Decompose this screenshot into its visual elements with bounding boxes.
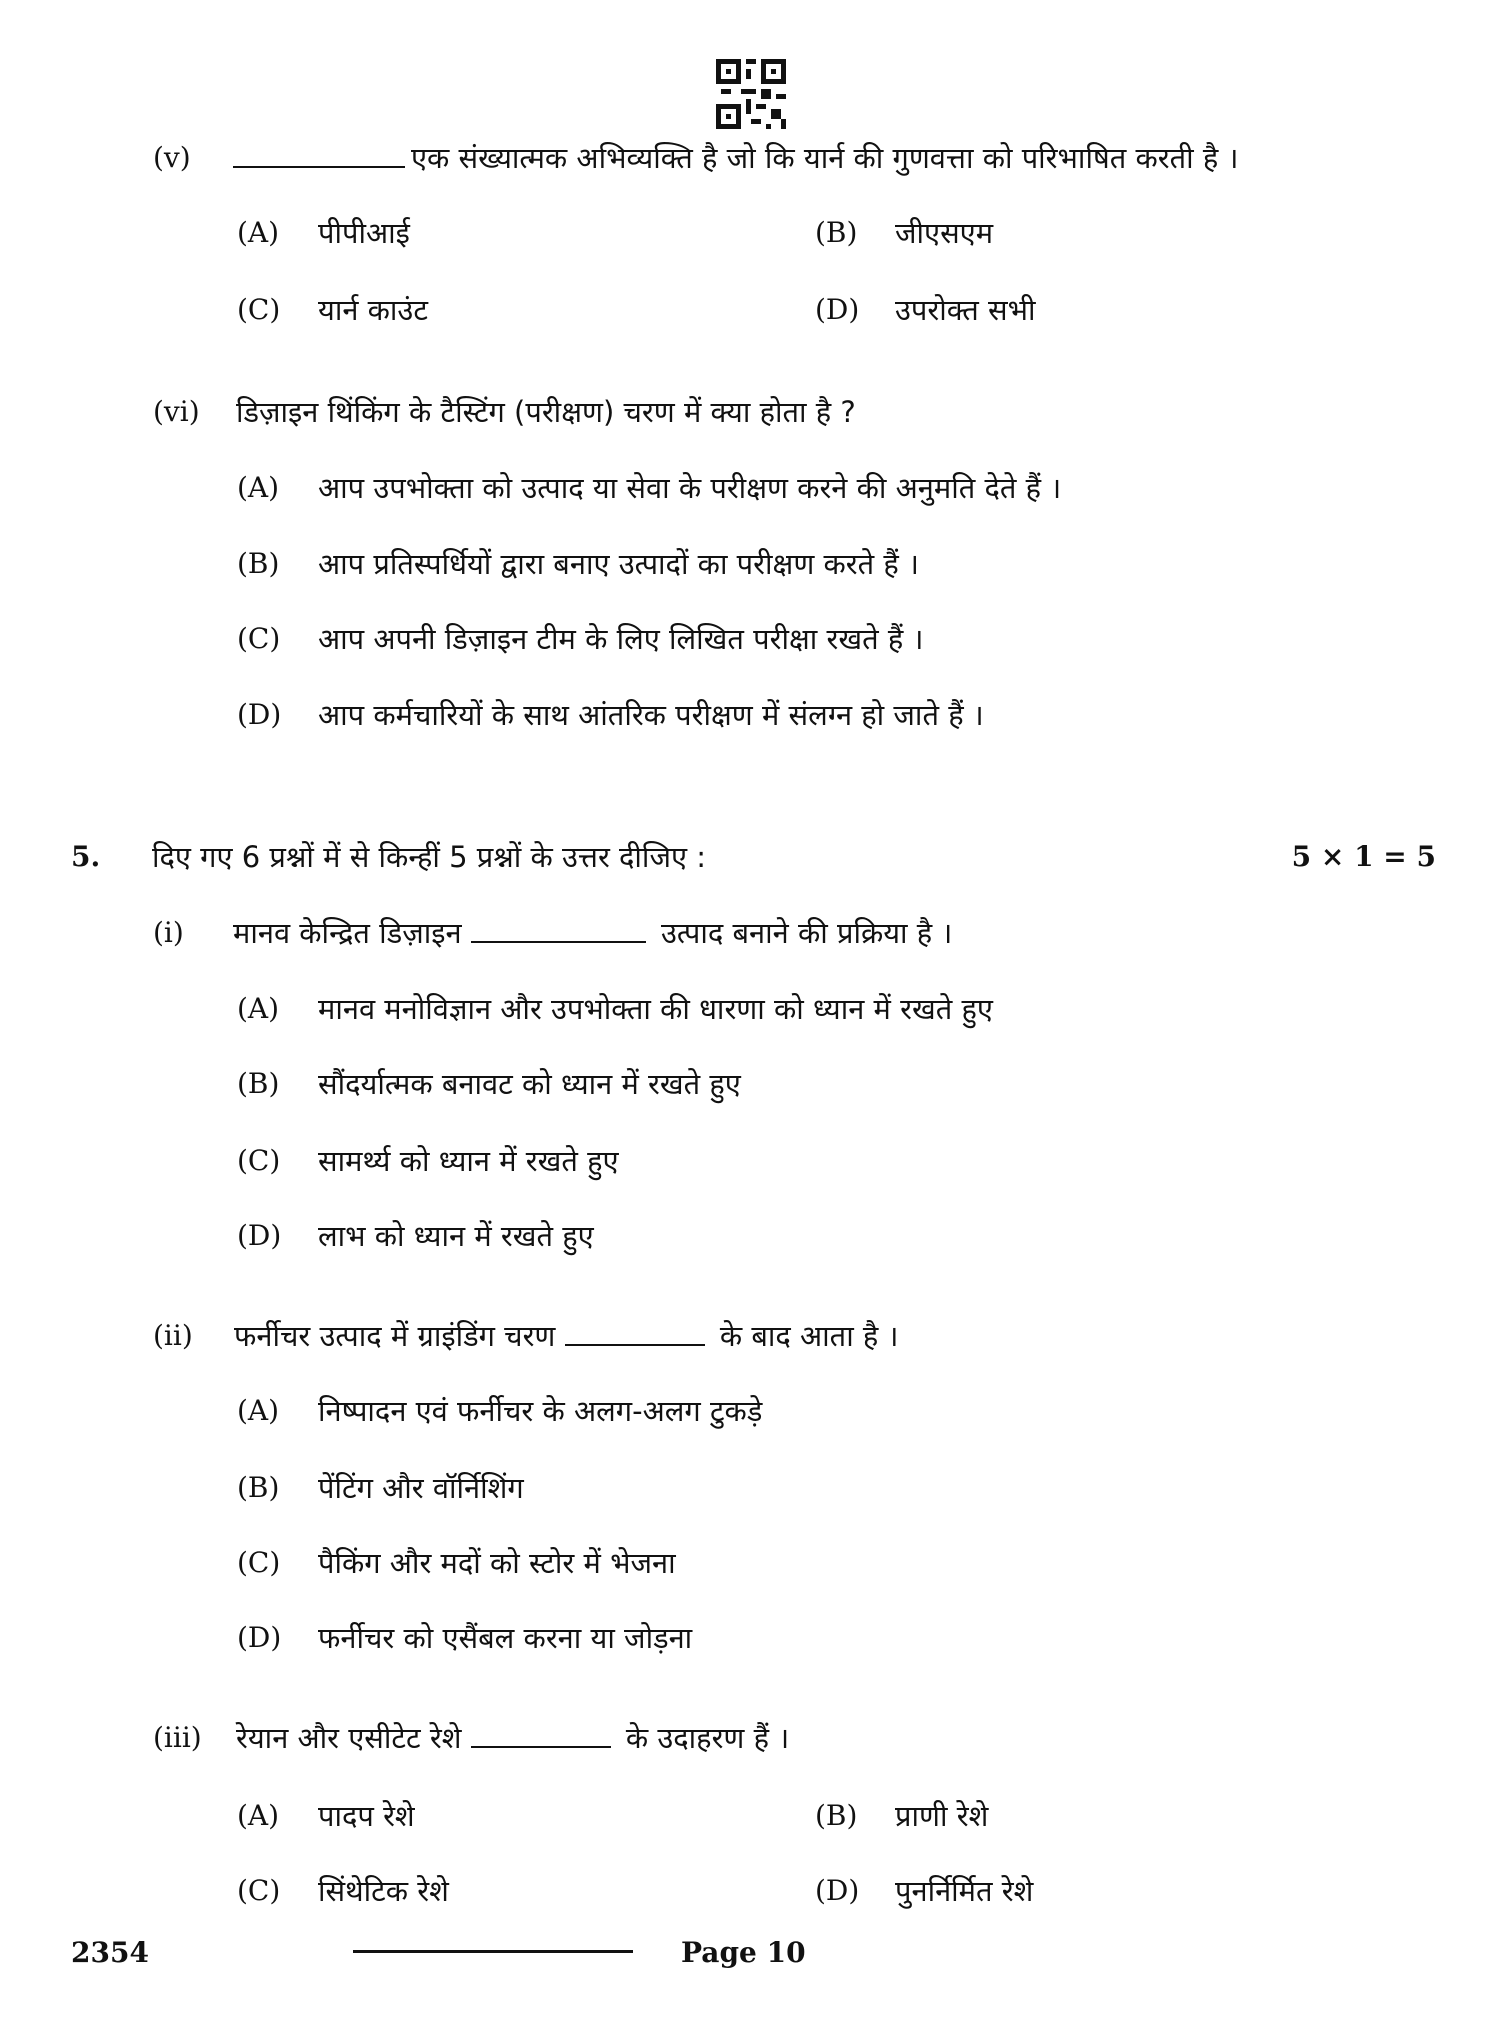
question-stem: रेयान और एसीटेट रेशे <box>236 1721 462 1755</box>
marks: 5 × 1 = 5 <box>1291 840 1436 873</box>
answer-blank <box>233 142 405 168</box>
question-stem-end: उत्पाद बनाने की प्रक्रिया है । <box>661 916 953 950</box>
question-text: डिज़ाइन थिंकिंग के टैस्टिंग (परीक्षण) चरण में क्या होता है ? <box>236 395 856 429</box>
answer-blank <box>471 1722 611 1748</box>
option-label: (A) <box>237 216 280 249</box>
question-text <box>236 1720 789 1756</box>
option-text: पेंटिंग और वॉर्निशिंग <box>318 1471 524 1505</box>
option-label: (D) <box>815 1874 860 1907</box>
option-label: (C) <box>237 622 281 655</box>
option-text: सिंथेटिक रेशे <box>318 1874 449 1908</box>
question-number: (vi) <box>153 395 200 428</box>
question-stem: एक संख्यात्मक अभिव्यक्ति है जो कि यार्न की गुणवत्ता को परिभाषित करती है । <box>411 141 1239 175</box>
question-number: (ii) <box>153 1319 193 1352</box>
option-text: आप प्रतिस्पर्धियों द्वारा बनाए उत्पादों का परीक्षण करते हैं । <box>318 547 919 581</box>
option-text: पैकिंग और मदों को स्टोर में भेजना <box>318 1546 676 1580</box>
option-label: (A) <box>237 1394 280 1427</box>
question-text <box>233 140 1238 176</box>
option-label: (C) <box>237 293 281 326</box>
option-text: सामर्थ्य को ध्यान में रखते हुए <box>318 1144 619 1178</box>
option-text: पीपीआई <box>318 216 410 250</box>
option-label: (C) <box>237 1144 281 1177</box>
qr-code <box>716 58 786 130</box>
option-text: प्राणी रेशे <box>895 1799 989 1833</box>
option-text: पादप रेशे <box>318 1799 415 1833</box>
option-label: (B) <box>237 1067 280 1100</box>
question-stem: फर्नीचर उत्पाद में ग्राइंडिंग चरण <box>234 1319 556 1353</box>
option-label: (B) <box>815 216 858 249</box>
paper-code: 2354 <box>71 1936 149 1969</box>
question-text <box>234 1318 899 1354</box>
option-label: (B) <box>237 1471 280 1504</box>
option-label: (D) <box>237 1621 282 1654</box>
question-number: (v) <box>153 141 191 174</box>
option-text: पुनर्निर्मित रेशे <box>895 1874 1034 1908</box>
option-label: (D) <box>815 293 860 326</box>
option-text: मानव मनोविज्ञान और उपभोक्ता की धारणा को ध्यान में रखते हुए <box>318 992 993 1026</box>
option-text: लाभ को ध्यान में रखते हुए <box>318 1219 594 1253</box>
question-number: (iii) <box>153 1721 202 1754</box>
footer-rule <box>353 1950 633 1953</box>
option-label: (D) <box>237 1219 282 1252</box>
question-stem: मानव केन्द्रित डिज़ाइन <box>233 916 462 950</box>
option-label: (A) <box>237 471 280 504</box>
question-number: (i) <box>153 916 184 949</box>
option-label: (C) <box>237 1874 281 1907</box>
question-text <box>233 915 952 951</box>
page-number: Page 10 <box>681 1936 806 1969</box>
option-text: आप उपभोक्ता को उत्पाद या सेवा के परीक्षण करने की अनुमति देते हैं । <box>318 471 1062 505</box>
option-label: (B) <box>815 1799 858 1832</box>
option-label: (A) <box>237 992 280 1025</box>
answer-blank <box>471 917 646 943</box>
option-text: निष्पादन एवं फर्नीचर के अलग-अलग टुकड़े <box>318 1394 763 1428</box>
option-label: (B) <box>237 547 280 580</box>
question-number: 5. <box>71 840 101 873</box>
question-stem-end: के बाद आता है । <box>719 1319 899 1353</box>
option-label: (D) <box>237 698 282 731</box>
option-label: (C) <box>237 1546 281 1579</box>
answer-blank <box>565 1320 705 1346</box>
option-text: आप अपनी डिज़ाइन टीम के लिए लिखित परीक्षा रखते हैं । <box>318 622 924 656</box>
option-text: आप कर्मचारियों के साथ आंतरिक परीक्षण में संलग्न हो जाते हैं । <box>318 698 984 732</box>
question-instruction: दिए गए 6 प्रश्नों में से किन्हीं 5 प्रश्नों के उत्तर दीजिए : <box>152 840 706 874</box>
option-label: (A) <box>237 1799 280 1832</box>
option-text: सौंदर्यात्मक बनावट को ध्यान में रखते हुए <box>318 1067 741 1101</box>
option-text: यार्न काउंट <box>318 293 428 327</box>
question-stem-end: के उदाहरण हैं । <box>625 1721 790 1755</box>
option-text: उपरोक्त सभी <box>895 293 1036 327</box>
option-text: फर्नीचर को एसैंबल करना या जोड़ना <box>318 1621 693 1655</box>
option-text: जीएसएम <box>895 216 994 250</box>
